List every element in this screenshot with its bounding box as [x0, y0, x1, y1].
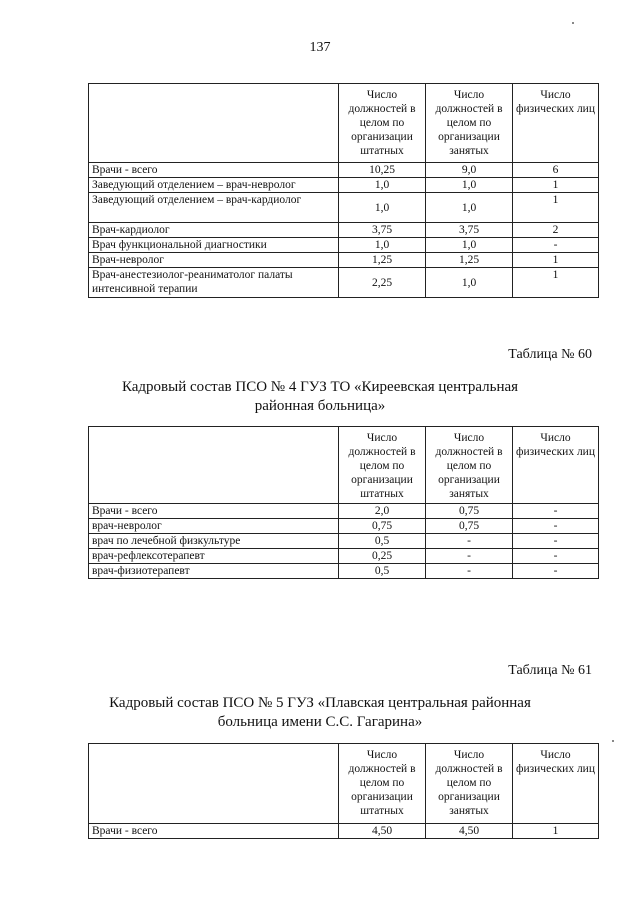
header-staff-positions: Число должностей в целом по организации штатных [339, 84, 426, 163]
table-row [89, 253, 599, 268]
table-header-row [89, 427, 599, 504]
row-physical-persons: - [513, 564, 599, 579]
header-staff-positions: Число должностей в целом по организации штатных [339, 744, 426, 824]
row-staff-positions: 0,75 [339, 519, 426, 534]
row-occupied-positions: 0,75 [426, 519, 513, 534]
row-occupied-positions: - [426, 534, 513, 549]
table-60-title [0, 378, 640, 416]
table-row [89, 824, 599, 839]
table-61-caption: Таблица № 61 [508, 663, 592, 678]
table-60-caption: Таблица № 60 [508, 347, 592, 362]
row-occupied-positions: 1,0 [426, 178, 513, 193]
row-occupied-positions: 1,0 [426, 193, 513, 223]
row-staff-positions: 0,25 [339, 549, 426, 564]
table-61-title-line2: больница имени С.С. Гагарина» [217, 714, 423, 730]
row-physical-persons: 2 [513, 223, 599, 238]
table-row [89, 534, 599, 549]
table-row [89, 564, 599, 579]
row-position-name: Врачи - всего [89, 504, 339, 519]
header-staff-positions: Число должностей в целом по организации штатных [339, 427, 426, 504]
row-occupied-positions: 1,0 [426, 238, 513, 253]
header-physical-persons: Число физических лиц [513, 427, 599, 504]
row-occupied-positions: 4,50 [426, 824, 513, 839]
row-physical-persons: - [513, 534, 599, 549]
row-position-name: Заведующий отделением – врач-кардиолог [89, 193, 339, 223]
row-position-name: врач по лечебной физкультуре [89, 534, 339, 549]
staffing-table-61 [88, 743, 599, 839]
row-staff-positions: 1,25 [339, 253, 426, 268]
table-body [89, 163, 599, 298]
row-staff-positions: 3,75 [339, 223, 426, 238]
row-position-name: Врач-анестезиолог-реаниматолог палаты интенсивной терапии [89, 268, 339, 298]
table-body [89, 504, 599, 579]
row-staff-positions: 4,50 [339, 824, 426, 839]
row-staff-positions: 1,0 [339, 238, 426, 253]
table-header-row [89, 84, 599, 163]
row-position-name: Врачи - всего [89, 824, 339, 839]
staffing-table-59 [88, 83, 599, 298]
row-staff-positions: 1,0 [339, 178, 426, 193]
header-position [89, 427, 339, 504]
table-body [89, 824, 599, 839]
header-occupied-positions: Число должностей в целом по организации занятых [426, 744, 513, 824]
row-physical-persons: 1 [513, 253, 599, 268]
row-physical-persons: - [513, 549, 599, 564]
row-physical-persons: - [513, 519, 599, 534]
header-physical-persons: Число физических лиц [513, 84, 599, 163]
row-physical-persons: 6 [513, 163, 599, 178]
row-physical-persons: - [513, 238, 599, 253]
table-row [89, 519, 599, 534]
header-occupied-positions: Число должностей в целом по организации занятых [426, 427, 513, 504]
header-position [89, 84, 339, 163]
row-occupied-positions: 0,75 [426, 504, 513, 519]
row-occupied-positions: 9,0 [426, 163, 513, 178]
table-row [89, 163, 599, 178]
row-staff-positions: 1,0 [339, 193, 426, 223]
table-60-title-line2: районная больница» [254, 398, 386, 414]
row-staff-positions: 2,0 [339, 504, 426, 519]
table-row [89, 193, 599, 223]
table-row [89, 223, 599, 238]
row-physical-persons: 1 [513, 824, 599, 839]
row-position-name: Врачи - всего [89, 163, 339, 178]
row-staff-positions: 2,25 [339, 268, 426, 298]
scan-speck [612, 740, 614, 742]
table-61-title-line1: Кадровый состав ПСО № 5 ГУЗ «Плавская центральная районная [109, 695, 531, 711]
table-row [89, 238, 599, 253]
table-row [89, 268, 599, 298]
table-header-row [89, 744, 599, 824]
table-60-title-line1: Кадровый состав ПСО № 4 ГУЗ ТО «Киреевская центральная [121, 379, 519, 395]
row-staff-positions: 10,25 [339, 163, 426, 178]
row-position-name: врач-невролог [89, 519, 339, 534]
scan-speck [572, 22, 574, 24]
row-position-name: Врач-невролог [89, 253, 339, 268]
row-occupied-positions: - [426, 564, 513, 579]
header-occupied-positions: Число должностей в целом по организации занятых [426, 84, 513, 163]
staffing-table-60 [88, 426, 599, 579]
row-occupied-positions: 3,75 [426, 223, 513, 238]
row-physical-persons: 1 [513, 178, 599, 193]
row-physical-persons: - [513, 504, 599, 519]
row-position-name: Врач функциональной диагностики [89, 238, 339, 253]
row-occupied-positions: 1,0 [426, 268, 513, 298]
row-occupied-positions: - [426, 549, 513, 564]
row-position-name: Врач-кардиолог [89, 223, 339, 238]
row-physical-persons: 1 [513, 193, 599, 223]
table-row [89, 178, 599, 193]
row-physical-persons: 1 [513, 268, 599, 298]
header-physical-persons: Число физических лиц [513, 744, 599, 824]
table-row [89, 549, 599, 564]
header-position [89, 744, 339, 824]
row-position-name: врач-физиотерапевт [89, 564, 339, 579]
table-61-title [0, 694, 640, 732]
row-position-name: Заведующий отделением – врач-невролог [89, 178, 339, 193]
row-occupied-positions: 1,25 [426, 253, 513, 268]
row-staff-positions: 0,5 [339, 534, 426, 549]
row-staff-positions: 0,5 [339, 564, 426, 579]
row-position-name: врач-рефлексотерапевт [89, 549, 339, 564]
page-number: 137 [309, 40, 331, 55]
table-row [89, 504, 599, 519]
